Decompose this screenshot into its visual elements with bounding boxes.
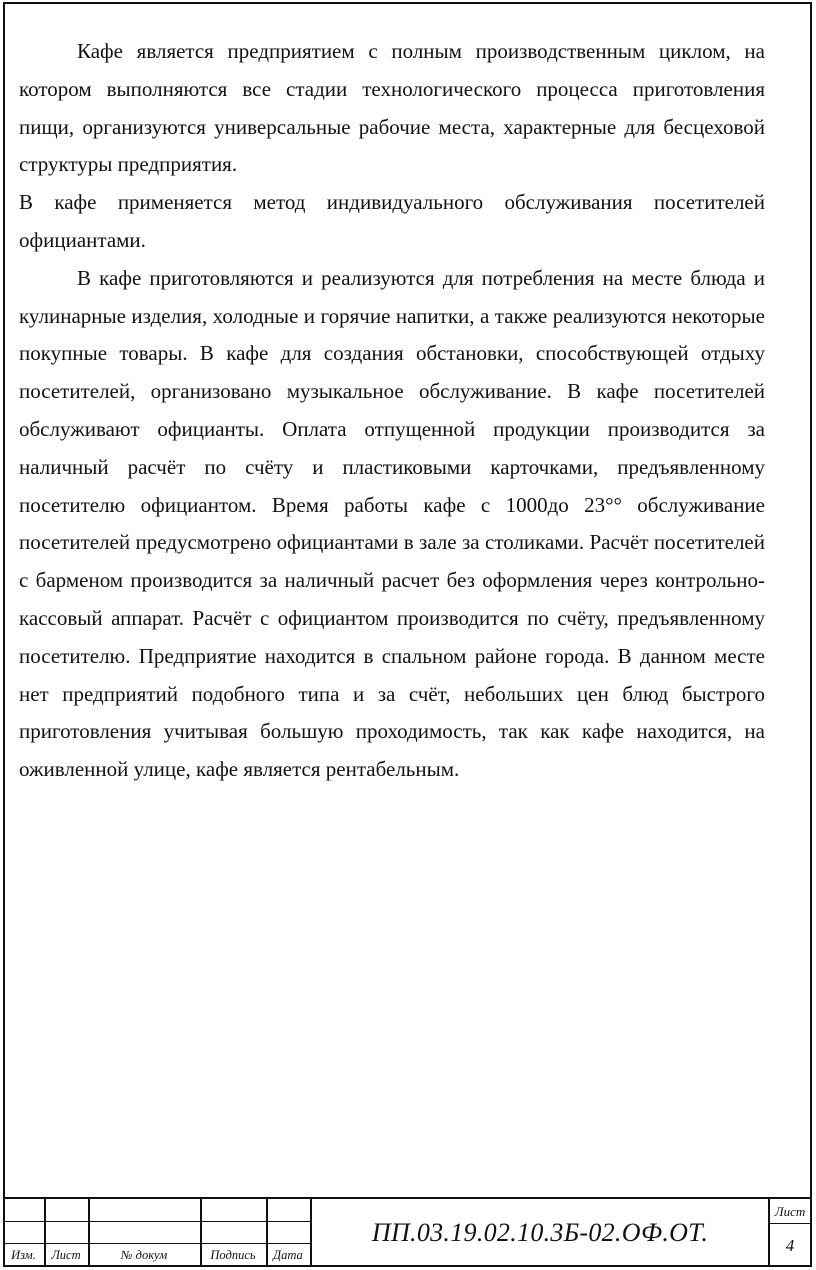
stamp-row-line-2: [3, 1243, 310, 1244]
sheet-label: Лист: [774, 1204, 806, 1219]
stamp-col-date: Дата: [273, 1247, 303, 1262]
stamp-col-doc: № докум: [120, 1247, 168, 1262]
paragraph-2: В кафе применяется метод индивидуального обслуживания посетителей официантами.: [19, 190, 765, 252]
document-code: ПП.03.19.02.10.3Б-02.ОФ.ОТ.: [371, 1218, 709, 1247]
stamp-col-list: Лист: [51, 1247, 81, 1262]
paragraph-1: Кафе является предприятием с полным производственным циклом, на котором выполняются все стадии технологического процесса приготовления пищи, организуются универсальные рабочие места, характерные для бесцеховой структуры предприятия.: [19, 39, 765, 177]
paragraph-3: В кафе приготовляются и реализуются для потребления на месте блюда и кулинарные изделия, холодные и горячие напитки, а также реализуются некоторые покупные товары. В кафе для создания обстановки, способствующей отдыху посетителей, организовано музыкальное обслуживание. В кафе посетителей обслуживают официанты. Оплата отпущенной продукции производится за наличный расчёт по счёту и пластиковыми карточками, предъявленному посетителю официантом. Время работы кафе с 1000до 23°° обслуживание посетителей предусмотрено официантами в зале за столиками. Расчёт посетителей с барменом производится за наличный расчет без оформления через контрольно-кассовый аппарат. Расчёт с официантом производится по счёту, предъявленному посетителю. Предприятие находится в спальном районе города. В данном месте нет предприятий подобного типа и за счёт, небольших цен блюд быстрого приготовления учитывая большую проходимость, так как кафе находится, на оживленной улице, кафе является рентабельным.: [19, 265, 765, 782]
stamp-row-line-1: [3, 1221, 310, 1222]
stamp-col-izm: Изм.: [11, 1247, 36, 1262]
title-block: [3, 1197, 812, 1267]
stamp-col-sign: Подпись: [210, 1247, 256, 1262]
sheet-number: 4: [785, 1236, 795, 1255]
stamp-sheet-line: [768, 1223, 812, 1224]
document-body: [19, 33, 765, 789]
